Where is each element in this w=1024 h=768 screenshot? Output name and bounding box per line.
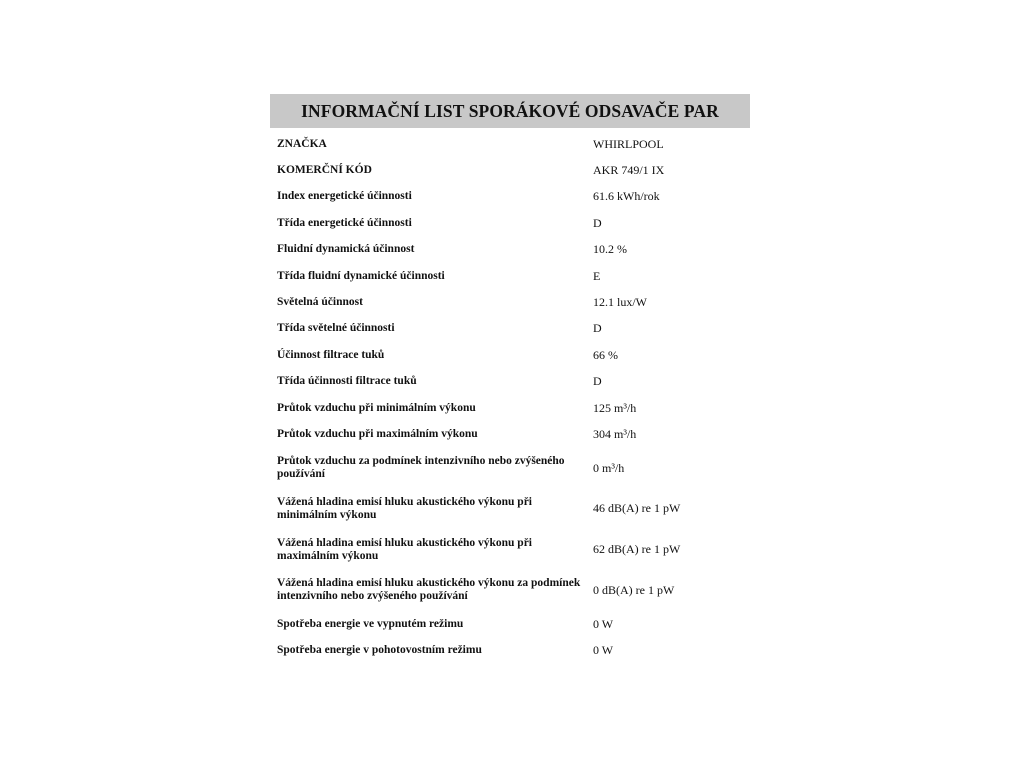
spec-value: 125 m³/h bbox=[593, 400, 637, 415]
spec-row-fluid-efficiency bbox=[270, 237, 750, 263]
spec-label: Index energetické účinnosti bbox=[277, 190, 412, 203]
spec-value: 0 W bbox=[593, 616, 614, 631]
product-information-sheet bbox=[270, 94, 750, 664]
spec-row-airflow-min bbox=[270, 395, 750, 421]
spec-label: Fluidní dynamická účinnost bbox=[277, 243, 415, 256]
spec-value: 0 m³/h bbox=[593, 460, 625, 475]
spec-label: Třída světelné účinnosti bbox=[277, 322, 395, 335]
spec-value: 0 dB(A) re 1 pW bbox=[593, 582, 675, 597]
spec-value: AKR 749/1 IX bbox=[593, 163, 665, 178]
spec-row-airflow-max bbox=[270, 421, 750, 447]
spec-row-energy-class bbox=[270, 210, 750, 236]
spec-row-power-standby-mode bbox=[270, 637, 750, 663]
spec-label: Vážená hladina emisí hluku akustického výkonu při minimálním výkonu bbox=[277, 495, 532, 521]
spec-row-lighting-efficiency bbox=[270, 289, 750, 315]
spec-row-lighting-class bbox=[270, 316, 750, 342]
spec-value: 62 dB(A) re 1 pW bbox=[593, 542, 681, 557]
spec-value: 66 % bbox=[593, 347, 618, 362]
spec-value: D bbox=[593, 215, 602, 230]
spec-row-fluid-class bbox=[270, 263, 750, 289]
spec-label: Vážená hladina emisí hluku akustického výkonu za podmínek intenzivního nebo zvýšeného používání bbox=[277, 577, 581, 603]
spec-row-noise-max bbox=[270, 529, 750, 570]
spec-row-brand bbox=[270, 131, 750, 157]
spec-value: 10.2 % bbox=[593, 242, 627, 257]
spec-label: Průtok vzduchu při maximálním výkonu bbox=[277, 427, 478, 440]
spec-value: D bbox=[593, 374, 602, 389]
spec-label: Třída účinnosti filtrace tuků bbox=[277, 375, 417, 388]
spec-value: 46 dB(A) re 1 pW bbox=[593, 501, 681, 516]
spec-row-grease-filter-efficiency bbox=[270, 342, 750, 368]
spec-label: Světelná účinnost bbox=[277, 296, 363, 309]
spec-table bbox=[270, 131, 750, 664]
spec-value: 12.1 lux/W bbox=[593, 295, 647, 310]
spec-label: Spotřeba energie v pohotovostním režimu bbox=[277, 643, 482, 656]
spec-row-noise-boost bbox=[270, 570, 750, 611]
spec-row-airflow-boost bbox=[270, 448, 750, 489]
spec-row-commercial-code bbox=[270, 157, 750, 183]
spec-label: Účinnost filtrace tuků bbox=[277, 348, 385, 361]
spec-label: ZNAČKA bbox=[277, 137, 327, 150]
spec-label: Třída energetické účinnosti bbox=[277, 216, 412, 229]
spec-value: 0 W bbox=[593, 642, 614, 657]
sheet-title: INFORMAČNÍ LIST SPORÁKOVÉ ODSAVAČE PAR bbox=[301, 100, 719, 121]
title-bar bbox=[270, 94, 750, 128]
spec-row-energy-index bbox=[270, 184, 750, 210]
spec-value: D bbox=[593, 321, 602, 336]
spec-value: 61.6 kWh/rok bbox=[593, 189, 660, 204]
spec-label: KOMERČNÍ KÓD bbox=[277, 164, 372, 177]
spec-label: Spotřeba energie ve vypnutém režimu bbox=[277, 617, 464, 630]
spec-row-noise-min bbox=[270, 488, 750, 529]
spec-label: Vážená hladina emisí hluku akustického výkonu při maximálním výkonu bbox=[277, 536, 532, 562]
spec-value: E bbox=[593, 268, 601, 283]
spec-value: 304 m³/h bbox=[593, 426, 637, 441]
spec-row-power-off-mode bbox=[270, 611, 750, 637]
spec-value: WHIRLPOOL bbox=[593, 136, 664, 151]
spec-label: Třída fluidní dynamické účinnosti bbox=[277, 269, 445, 282]
spec-label: Průtok vzduchu za podmínek intenzivního nebo zvýšeného používání bbox=[277, 455, 565, 481]
spec-label: Průtok vzduchu při minimálním výkonu bbox=[277, 401, 476, 414]
spec-row-grease-filter-class bbox=[270, 369, 750, 395]
